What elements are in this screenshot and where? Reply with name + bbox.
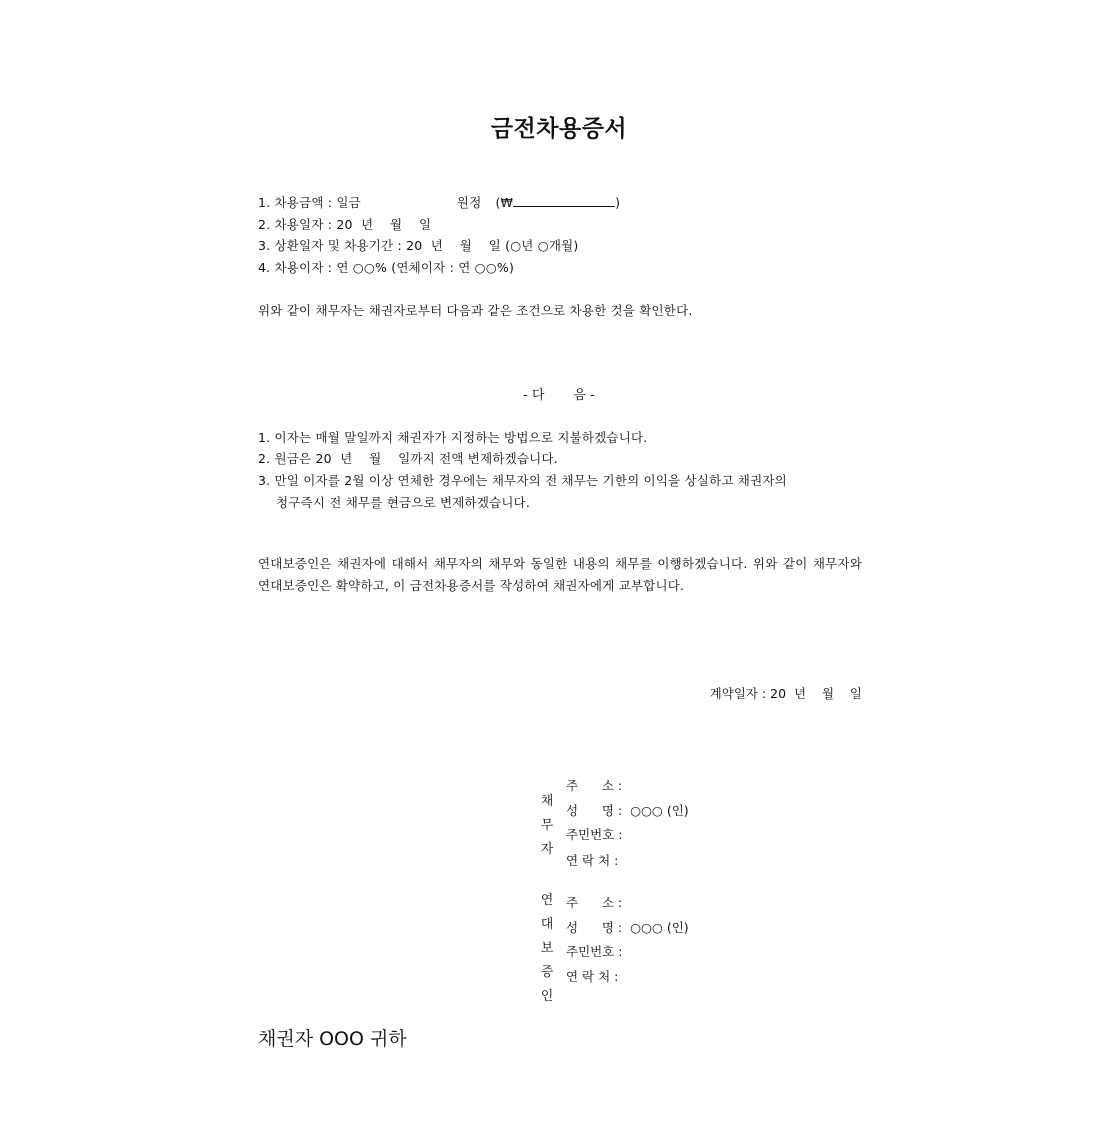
condition-3: 3. 만일 이자를 2월 이상 연체한 경우에는 채무자의 전 채무는 기한의 이익을 상실하고 채권자의 xyxy=(258,473,787,488)
loan-amount-label: 1. 차용금액 : 일금 xyxy=(258,195,361,210)
debtor-label-char: 채 xyxy=(540,794,554,809)
guarantor-label xyxy=(538,889,556,1009)
guarantor-label-char: 보 xyxy=(540,941,554,956)
debtor-contact: 연 락 처 : xyxy=(566,853,619,868)
guarantor-label-char: 인 xyxy=(540,989,554,1004)
guarantor-name: 성 명 : ○○○ (인) xyxy=(566,920,689,935)
debtor-address: 주 소 : xyxy=(566,778,623,793)
loan-amount-prefix: (₩ xyxy=(495,195,514,210)
section-heading: - 다 음 - xyxy=(523,388,595,403)
guarantor-label-char: 연 xyxy=(540,893,554,908)
item-loan-amount xyxy=(258,193,620,211)
contract-date: 계약일자 : 20 년 월 일 xyxy=(709,686,862,701)
guarantor-label-char: 대 xyxy=(540,917,554,932)
debtor-label-char: 자 xyxy=(540,842,554,857)
condition-1: 1. 이자는 매월 말일까지 채권자가 지정하는 방법으로 지불하겠습니다. xyxy=(258,430,648,445)
amount-blank-line xyxy=(513,194,615,207)
guarantor-label-char: 증 xyxy=(540,965,554,980)
condition-3-continued: 청구즉시 전 채무를 현금으로 변제하겠습니다. xyxy=(276,495,531,510)
loan-amount-won: 원정 xyxy=(456,195,482,210)
debtor-label-char: 무 xyxy=(540,818,554,833)
intro-text: 위와 같이 채무자는 채권자로부터 다음과 같은 조건으로 차용한 것을 확인한다. xyxy=(258,303,693,318)
guarantee-paragraph: 연대보증인은 채권자에 대해서 채무자의 채무와 동일한 내용의 채무를 이행하겠습니다. 위와 같이 채무자와 연대보증인은 확약하고, 이 금전차용증서를 작성하여 채권자에게 교부합니다. xyxy=(258,556,862,593)
guarantor-address: 주 소 : xyxy=(566,895,623,910)
debtor-label xyxy=(538,790,556,862)
debtor-id-number: 주민번호 : xyxy=(566,827,623,842)
guarantor-contact: 연 락 처 : xyxy=(566,969,619,984)
condition-2: 2. 원금은 20 년 월 일까지 전액 변제하겠습니다. xyxy=(258,451,558,466)
item-interest: 4. 차용이자 : 연 ○○% (연체이자 : 연 ○○%) xyxy=(258,260,515,275)
closing-addressee: 채권자 OOO 귀하 xyxy=(258,1028,407,1050)
debtor-name: 성 명 : ○○○ (인) xyxy=(566,803,689,818)
document-title: 금전차용증서 xyxy=(490,116,628,142)
item-repayment-date: 3. 상환일자 및 차용기간 : 20 년 월 일 (○년 ○개월) xyxy=(258,238,579,253)
item-loan-date: 2. 차용일자 : 20 년 월 일 xyxy=(258,217,432,232)
guarantor-id-number: 주민번호 : xyxy=(566,944,623,959)
loan-amount-suffix: ) xyxy=(615,195,621,210)
